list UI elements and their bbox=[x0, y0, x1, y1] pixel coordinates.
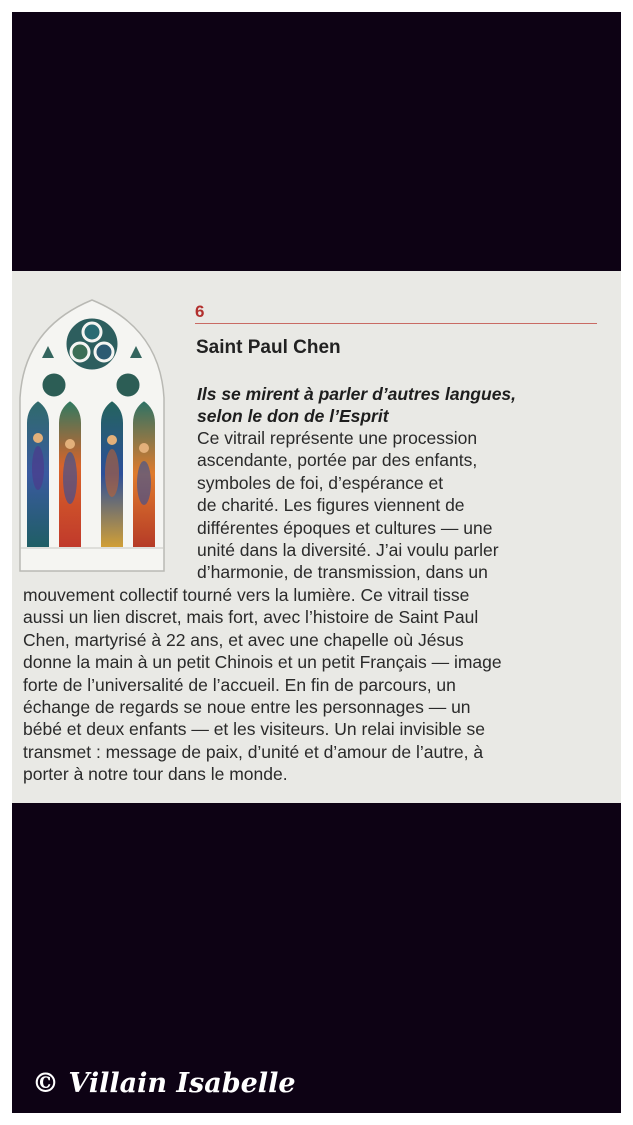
lead-quote bbox=[197, 383, 516, 428]
body-line: symboles de foi, d’espérance et bbox=[197, 472, 444, 493]
title-divider bbox=[195, 323, 597, 324]
body-paragraph-column bbox=[197, 427, 499, 584]
body-line: unité dans la diversité. J’ai voulu parler bbox=[197, 540, 499, 561]
body-line: transmet : message de paix, d’unité et d’amour de l’autre, à bbox=[23, 741, 484, 762]
body-line: d’harmonie, de transmission, dans un bbox=[197, 562, 488, 583]
body-line: échange de regards se noue entre les personnages — un bbox=[23, 697, 471, 718]
body-paragraph-full bbox=[23, 584, 502, 786]
body-line: forte de l’universalité de l’accueil. En fin de parcours, un bbox=[23, 674, 456, 695]
lead-line: selon le don de l’Esprit bbox=[197, 406, 389, 427]
lead-line: Ils se mirent à parler d’autres langues, bbox=[197, 384, 517, 404]
body-line: de charité. Les figures viennent de bbox=[197, 495, 465, 516]
article-number: 6 bbox=[195, 302, 205, 321]
body-line: différentes époques et cultures — une bbox=[197, 517, 493, 538]
body-line: bébé et deux enfants — et les visiteurs. Un relai invisible se bbox=[23, 719, 486, 740]
body-line: porter à notre tour dans le monde. bbox=[23, 764, 288, 785]
stained-glass-window-image bbox=[18, 298, 166, 573]
article-title: Saint Paul Chen bbox=[196, 337, 341, 358]
copyright-watermark: © Villain Isabelle bbox=[32, 1068, 296, 1099]
body-line: Ce vitrail représente une procession bbox=[197, 428, 478, 448]
body-line: ascendante, portée par des enfants, bbox=[197, 450, 478, 471]
body-line: Chen, martyrisé à 22 ans, et avec une chapelle où Jésus bbox=[23, 629, 464, 650]
body-line: donne la main à un petit Chinois et un petit Français — image bbox=[23, 652, 502, 673]
body-line: mouvement collectif tourné vers la lumière. Ce vitrail tisse bbox=[23, 585, 470, 605]
body-line: aussi un lien discret, mais fort, avec l’histoire de Saint Paul bbox=[23, 607, 479, 628]
